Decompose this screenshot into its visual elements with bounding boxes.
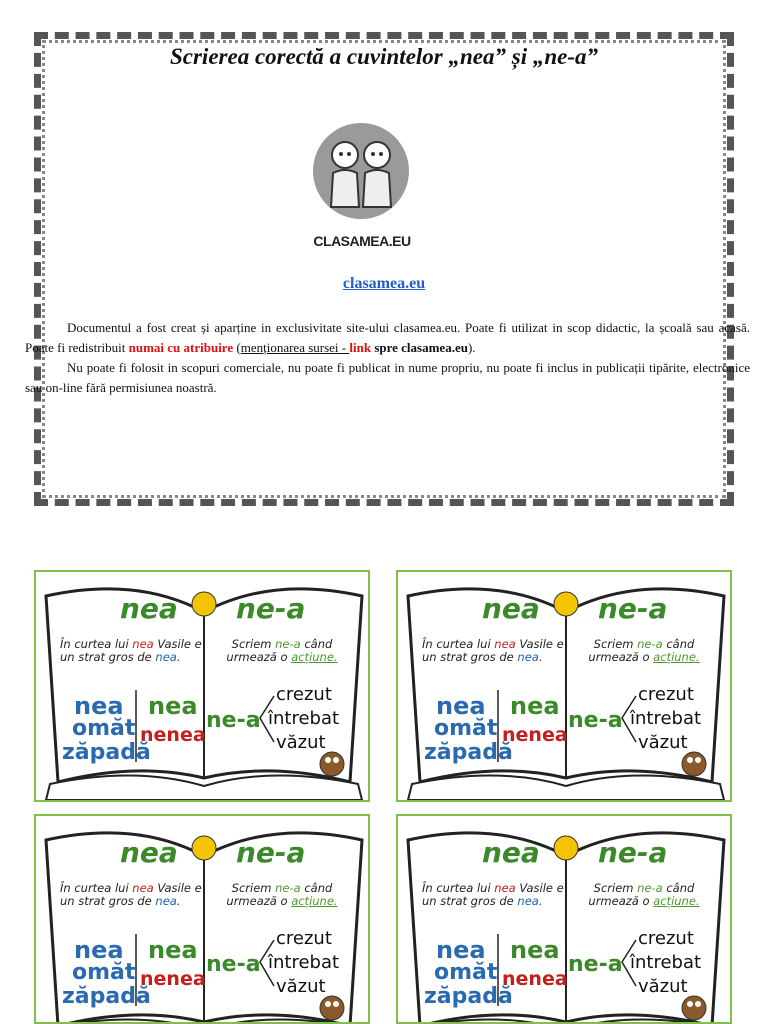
- card-title-ne-a: ne-a: [598, 836, 668, 869]
- verb-vazut: văzut: [638, 976, 688, 997]
- verb-vazut: văzut: [276, 732, 326, 753]
- site-link[interactable]: clasamea.eu: [342, 275, 426, 292]
- notice-text: ).: [467, 340, 476, 355]
- card-title-nea: nea: [120, 592, 178, 625]
- word-nea-1: nea: [436, 692, 486, 720]
- card-title-nea: nea: [482, 592, 540, 625]
- word-nenea: nenea: [140, 968, 206, 990]
- card-example-left: În curtea lui nea Vasile e un strat gros de nea.: [60, 881, 202, 908]
- word-nea-1: nea: [74, 936, 124, 964]
- verb-crezut: crezut: [276, 684, 332, 705]
- card-example-left: În curtea lui nea Vasile e un strat gros de nea.: [60, 637, 202, 664]
- word-omat: omăt: [434, 716, 498, 741]
- word-ne-a: ne-a: [206, 708, 261, 733]
- verb-crezut: crezut: [276, 928, 332, 949]
- word-nenea: nenea: [502, 968, 568, 990]
- word-ne-a: ne-a: [568, 708, 623, 733]
- card-title-ne-a: ne-a: [236, 836, 306, 869]
- card-title-nea: nea: [482, 836, 540, 869]
- logo-text: CLASAMEA.EU: [313, 233, 411, 249]
- word-omat: omăt: [434, 960, 498, 985]
- kids-icon: [313, 123, 409, 219]
- word-omat: omăt: [72, 716, 136, 741]
- word-nea-2: nea: [510, 692, 560, 720]
- clasamea-logo: [313, 123, 409, 219]
- word-nea-1: nea: [74, 692, 124, 720]
- card-title-ne-a: ne-a: [236, 592, 306, 625]
- notice-text: Nu poate fi folosit in scopuri comerciale, nu poate fi publicat in nume propriu, nu poate fi inclus in publicații tipărite, electronice sau on-line fără permisiunea noastră.: [25, 360, 750, 395]
- word-nenea: nenea: [502, 724, 568, 746]
- verb-intrebat: întrebat: [268, 708, 340, 729]
- verb-crezut: crezut: [638, 928, 694, 949]
- verb-crezut: crezut: [638, 684, 694, 705]
- word-zapada: zăpadă: [424, 984, 513, 1009]
- card-title-nea: nea: [120, 836, 178, 869]
- flashcard: [34, 570, 370, 802]
- word-ne-a: ne-a: [206, 952, 261, 977]
- card-example-left: În curtea lui nea Vasile e un strat gros de nea.: [422, 881, 564, 908]
- verb-intrebat: întrebat: [630, 708, 702, 729]
- card-title-ne-a: ne-a: [598, 592, 668, 625]
- page-title: Scrierea corectă a cuvintelor „nea” și „ne-a”: [169, 44, 598, 69]
- flashcard: [396, 570, 732, 802]
- flashcard: [34, 814, 370, 1024]
- decorative-border: [34, 32, 734, 506]
- word-zapada: zăpadă: [62, 740, 151, 765]
- word-nenea: nenea: [140, 724, 206, 746]
- verb-intrebat: întrebat: [268, 952, 340, 973]
- word-nea-2: nea: [148, 692, 198, 720]
- word-nea-2: nea: [510, 936, 560, 964]
- notice-paragraph-1: [25, 318, 750, 358]
- word-nea-1: nea: [436, 936, 486, 964]
- card-example-right: Scriem ne-a când urmează o acțiune.: [226, 881, 338, 908]
- word-nea-2: nea: [148, 936, 198, 964]
- card-example-left: În curtea lui nea Vasile e un strat gros de nea.: [422, 637, 564, 664]
- notice-text: (: [233, 340, 241, 355]
- attribution-highlight: numai cu atribuire: [128, 340, 234, 355]
- flashcard: [396, 814, 732, 1024]
- source-mention: menționarea sursei -: [240, 340, 350, 355]
- card-example-right: Scriem ne-a când urmează o acțiune.: [588, 637, 700, 664]
- word-omat: omăt: [72, 960, 136, 985]
- link-word: link: [349, 340, 372, 355]
- verb-vazut: văzut: [638, 732, 688, 753]
- card-example-right: Scriem ne-a când urmează o acțiune.: [226, 637, 338, 664]
- verb-intrebat: întrebat: [630, 952, 702, 973]
- word-ne-a: ne-a: [568, 952, 623, 977]
- word-zapada: zăpadă: [424, 740, 513, 765]
- notice-paragraph-2: [25, 358, 750, 398]
- notice-text: Documentul a fost creat și aparține in exclusivitate site-ului clasamea.eu. Poate fi utilizat in scop didactic, la școală sau acasă. Poate fi redistribuit: [25, 320, 750, 355]
- card-example-right: Scriem ne-a când urmează o acțiune.: [588, 881, 700, 908]
- verb-vazut: văzut: [276, 976, 326, 997]
- link-target: spre clasamea.eu: [371, 340, 468, 355]
- word-zapada: zăpadă: [62, 984, 151, 1009]
